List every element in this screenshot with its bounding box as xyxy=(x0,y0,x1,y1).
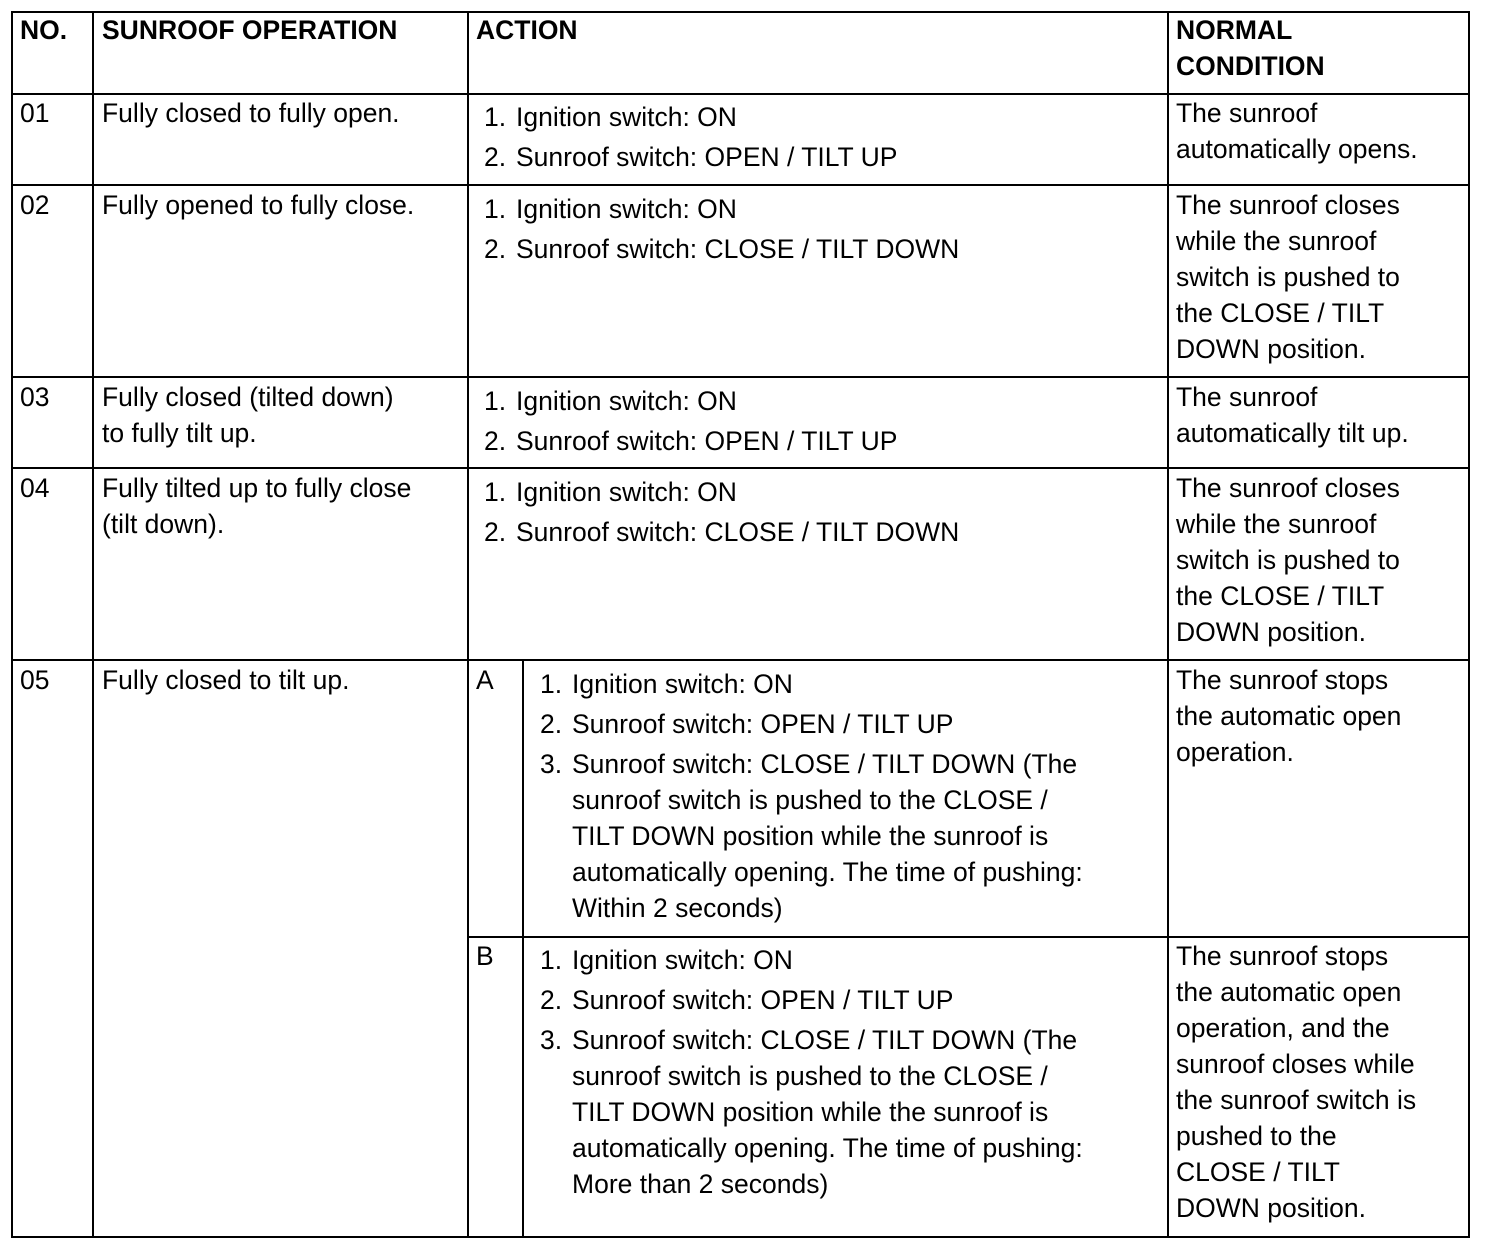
divider-col1 xyxy=(92,11,94,1238)
step-text: Sunroof switch: CLOSE / TILT DOWN (The xyxy=(572,749,1078,779)
divider-row4 xyxy=(11,659,1470,661)
step-number: 3. xyxy=(540,1025,563,1055)
step-text: Sunroof switch: OPEN / TILT UP xyxy=(572,985,954,1015)
step-number: 1. xyxy=(484,102,507,132)
normal-line: The sunroof stops xyxy=(1176,665,1389,695)
operation-line: Fully closed to tilt up. xyxy=(102,665,350,695)
normal-line: sunroof closes while xyxy=(1176,1049,1415,1079)
step-text: Ignition switch: ON xyxy=(516,477,737,507)
normal-line: DOWN position. xyxy=(1176,334,1366,364)
divider-row2 xyxy=(11,376,1470,378)
border-right xyxy=(1468,11,1470,1238)
normal-line: The sunroof xyxy=(1176,98,1318,128)
step-number: 1. xyxy=(540,669,563,699)
normal-line: the automatic open xyxy=(1176,701,1402,731)
normal-line: DOWN position. xyxy=(1176,617,1366,647)
normal-line: CLOSE / TILT xyxy=(1176,1157,1340,1187)
operation-line: (tilt down). xyxy=(102,509,225,539)
normal-line: the CLOSE / TILT xyxy=(1176,581,1385,611)
divider-row3 xyxy=(11,467,1470,469)
step-text-cont: automatically opening. The time of pushing: xyxy=(572,857,1083,887)
normal-line: pushed to the xyxy=(1176,1121,1337,1151)
step-text: Sunroof switch: OPEN / TILT UP xyxy=(516,142,898,172)
step-number: 2. xyxy=(484,426,507,456)
normal-line: the CLOSE / TILT xyxy=(1176,298,1385,328)
step-number: 2. xyxy=(484,142,507,172)
step-number: 2. xyxy=(540,709,563,739)
step-text-cont: Within 2 seconds) xyxy=(572,893,783,923)
border-left xyxy=(11,11,13,1238)
border-bottom xyxy=(11,1236,1470,1238)
step-text: Ignition switch: ON xyxy=(516,386,737,416)
operation-line: Fully tilted up to fully close xyxy=(102,473,412,503)
step-number: 3. xyxy=(540,749,563,779)
step-text: Sunroof switch: OPEN / TILT UP xyxy=(572,709,954,739)
operation-line: to fully tilt up. xyxy=(102,418,257,448)
step-number: 2. xyxy=(484,517,507,547)
step-text-cont: More than 2 seconds) xyxy=(572,1169,829,1199)
normal-line: operation. xyxy=(1176,737,1294,767)
step-text-cont: sunroof switch is pushed to the CLOSE / xyxy=(572,1061,1048,1091)
normal-line: The sunroof stops xyxy=(1176,941,1389,971)
normal-line: switch is pushed to xyxy=(1176,545,1400,575)
header-operation: SUNROOF OPERATION xyxy=(102,15,398,45)
normal-line: the automatic open xyxy=(1176,977,1402,1007)
normal-line: operation, and the xyxy=(1176,1013,1390,1043)
normal-line: automatically opens. xyxy=(1176,134,1418,164)
operation-line: Fully closed (tilted down) xyxy=(102,382,394,412)
row-no: 04 xyxy=(20,473,50,503)
step-text: Ignition switch: ON xyxy=(516,102,737,132)
step-number: 1. xyxy=(484,194,507,224)
normal-line: the sunroof switch is xyxy=(1176,1085,1417,1115)
sub-label-a: A xyxy=(476,665,494,695)
normal-line: while the sunroof xyxy=(1176,509,1377,539)
step-text-cont: sunroof switch is pushed to the CLOSE / xyxy=(572,785,1048,815)
normal-line: The sunroof closes xyxy=(1176,473,1400,503)
row-no: 03 xyxy=(20,382,50,412)
step-number: 2. xyxy=(484,234,507,264)
step-text: Ignition switch: ON xyxy=(572,945,793,975)
header-normal-condition-line2: CONDITION xyxy=(1176,51,1325,81)
divider-row1 xyxy=(11,184,1470,186)
sub-label-b: B xyxy=(476,941,494,971)
step-text: Ignition switch: ON xyxy=(516,194,737,224)
divider-col3 xyxy=(1167,11,1169,1238)
step-text: Sunroof switch: CLOSE / TILT DOWN (The xyxy=(572,1025,1078,1055)
normal-line: while the sunroof xyxy=(1176,226,1377,256)
row-no: 01 xyxy=(20,98,50,128)
normal-line: switch is pushed to xyxy=(1176,262,1400,292)
step-text-cont: TILT DOWN position while the sunroof is xyxy=(572,1097,1049,1127)
header-action: ACTION xyxy=(476,15,578,45)
divider-sublabel xyxy=(522,659,524,1238)
step-text-cont: automatically opening. The time of pushing: xyxy=(572,1133,1083,1163)
divider-col2 xyxy=(467,11,469,1238)
step-number: 1. xyxy=(484,477,507,507)
normal-line: The sunroof xyxy=(1176,382,1318,412)
normal-line: automatically tilt up. xyxy=(1176,418,1409,448)
step-number: 1. xyxy=(484,386,507,416)
step-text: Sunroof switch: CLOSE / TILT DOWN xyxy=(516,517,960,547)
normal-line: The sunroof closes xyxy=(1176,190,1400,220)
operation-line: Fully opened to fully close. xyxy=(102,190,415,220)
operation-line: Fully closed to fully open. xyxy=(102,98,400,128)
step-text-cont: TILT DOWN position while the sunroof is xyxy=(572,821,1049,851)
normal-line: DOWN position. xyxy=(1176,1193,1366,1223)
row-no: 05 xyxy=(20,665,50,695)
step-number: 1. xyxy=(540,945,563,975)
step-text: Ignition switch: ON xyxy=(572,669,793,699)
header-no: NO. xyxy=(20,15,68,45)
step-text: Sunroof switch: OPEN / TILT UP xyxy=(516,426,898,456)
step-text: Sunroof switch: CLOSE / TILT DOWN xyxy=(516,234,960,264)
row-no: 02 xyxy=(20,190,50,220)
header-normal-condition-line1: NORMAL xyxy=(1176,15,1293,45)
step-number: 2. xyxy=(540,985,563,1015)
